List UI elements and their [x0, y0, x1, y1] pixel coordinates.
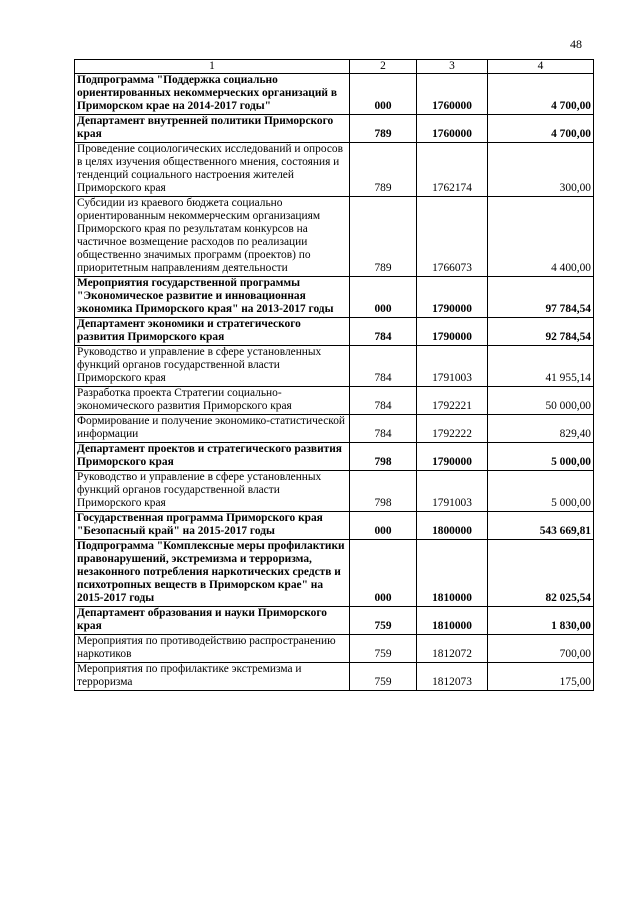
row-name-cell: Государственная программа Приморского края "Безопасный край" на 2015-2017 годы [75, 512, 350, 540]
table-row [75, 607, 594, 635]
row-grbs-cell: 798 [350, 471, 417, 512]
row-target-cell: 1760000 [417, 74, 488, 115]
row-target-cell: 1800000 [417, 512, 488, 540]
row-amount-cell: 300,00 [488, 143, 594, 197]
row-amount-cell: 829,40 [488, 415, 594, 443]
row-name-cell: Подпрограмма "Поддержка социально ориентированных некоммерческих организаций в Приморском крае на 2014-2017 годы" [75, 74, 350, 115]
row-name-cell: Субсидии из краевого бюджета социально ориентированным некоммерческим организациям Приморского края по результатам конкурсов на частичное возмещение расходов по реализации общественно значимых программ (проектов) по приоритетным направлениям деятельности [75, 197, 350, 277]
row-target-cell: 1812073 [417, 663, 488, 691]
row-grbs-cell: 000 [350, 277, 417, 318]
row-target-cell: 1810000 [417, 607, 488, 635]
row-target-cell: 1790000 [417, 277, 488, 318]
row-name-cell: Формирование и получение экономико-статистической информации [75, 415, 350, 443]
row-name-cell: Мероприятия государственной программы "Экономическое развитие и инновационная экономика Приморского края" на 2013-2017 годы [75, 277, 350, 318]
row-target-cell: 1791003 [417, 346, 488, 387]
row-amount-cell: 5 000,00 [488, 443, 594, 471]
column-header-grbs: 2 [350, 60, 417, 74]
row-amount-cell: 175,00 [488, 663, 594, 691]
column-header-target: 3 [417, 60, 488, 74]
row-amount-cell: 4 400,00 [488, 197, 594, 277]
table-row [75, 318, 594, 346]
row-target-cell: 1791003 [417, 471, 488, 512]
row-grbs-cell: 784 [350, 387, 417, 415]
row-target-cell: 1792221 [417, 387, 488, 415]
row-amount-cell: 4 700,00 [488, 74, 594, 115]
row-name-cell: Разработка проекта Стратегии социально-экономического развития Приморского края [75, 387, 350, 415]
row-name-cell: Департамент внутренней политики Приморского края [75, 115, 350, 143]
table-row [75, 443, 594, 471]
row-name-cell: Департамент образования и науки Приморского края [75, 607, 350, 635]
row-amount-cell: 5 000,00 [488, 471, 594, 512]
table-row [75, 143, 594, 197]
row-grbs-cell: 759 [350, 607, 417, 635]
row-grbs-cell: 000 [350, 540, 417, 607]
table-row [75, 346, 594, 387]
row-grbs-cell: 784 [350, 415, 417, 443]
row-grbs-cell: 759 [350, 663, 417, 691]
row-grbs-cell: 759 [350, 635, 417, 663]
row-name-cell: Подпрограмма "Комплексные меры профилактики правонарушений, экстремизма и терроризма, незаконного потребления наркотических средств и психотропных веществ в Приморском крае" на 2015-2017 годы [75, 540, 350, 607]
row-grbs-cell: 789 [350, 143, 417, 197]
row-name-cell: Департамент проектов и стратегического развития Приморского края [75, 443, 350, 471]
table-row [75, 540, 594, 607]
row-target-cell: 1812072 [417, 635, 488, 663]
row-target-cell: 1790000 [417, 443, 488, 471]
row-name-cell: Руководство и управление в сфере установленных функций органов государственной власти Приморского края [75, 346, 350, 387]
row-amount-cell: 1 830,00 [488, 607, 594, 635]
row-target-cell: 1762174 [417, 143, 488, 197]
row-amount-cell: 41 955,14 [488, 346, 594, 387]
row-name-cell: Мероприятия по противодействию распространению наркотиков [75, 635, 350, 663]
row-target-cell: 1810000 [417, 540, 488, 607]
row-grbs-cell: 798 [350, 443, 417, 471]
table-header-row [75, 60, 594, 74]
table-row [75, 415, 594, 443]
row-target-cell: 1760000 [417, 115, 488, 143]
row-grbs-cell: 789 [350, 115, 417, 143]
row-name-cell: Проведение социологических исследований и опросов в целях изучения общественного мнения, состояния и тенденций социального настроения жителей Приморского края [75, 143, 350, 197]
row-name-cell: Руководство и управление в сфере установленных функций органов государственной власти Приморского края [75, 471, 350, 512]
row-amount-cell: 700,00 [488, 635, 594, 663]
row-grbs-cell: 000 [350, 512, 417, 540]
row-amount-cell: 97 784,54 [488, 277, 594, 318]
table-row [75, 663, 594, 691]
row-amount-cell: 50 000,00 [488, 387, 594, 415]
page-number: 48 [570, 37, 582, 51]
budget-table [74, 59, 594, 691]
table-row [75, 387, 594, 415]
row-amount-cell: 82 025,54 [488, 540, 594, 607]
table-row [75, 635, 594, 663]
row-amount-cell: 543 669,81 [488, 512, 594, 540]
row-amount-cell: 4 700,00 [488, 115, 594, 143]
column-header-name: 1 [75, 60, 350, 74]
row-name-cell: Департамент экономики и стратегического развития Приморского края [75, 318, 350, 346]
table-row [75, 74, 594, 115]
row-grbs-cell: 784 [350, 318, 417, 346]
row-name-cell: Мероприятия по профилактике экстремизма и терроризма [75, 663, 350, 691]
column-header-amount: 4 [488, 60, 594, 74]
row-amount-cell: 92 784,54 [488, 318, 594, 346]
table-row [75, 471, 594, 512]
table-row [75, 277, 594, 318]
row-target-cell: 1790000 [417, 318, 488, 346]
row-target-cell: 1792222 [417, 415, 488, 443]
row-grbs-cell: 784 [350, 346, 417, 387]
row-grbs-cell: 789 [350, 197, 417, 277]
table-row [75, 197, 594, 277]
row-grbs-cell: 000 [350, 74, 417, 115]
table-row [75, 512, 594, 540]
table-row [75, 115, 594, 143]
row-target-cell: 1766073 [417, 197, 488, 277]
